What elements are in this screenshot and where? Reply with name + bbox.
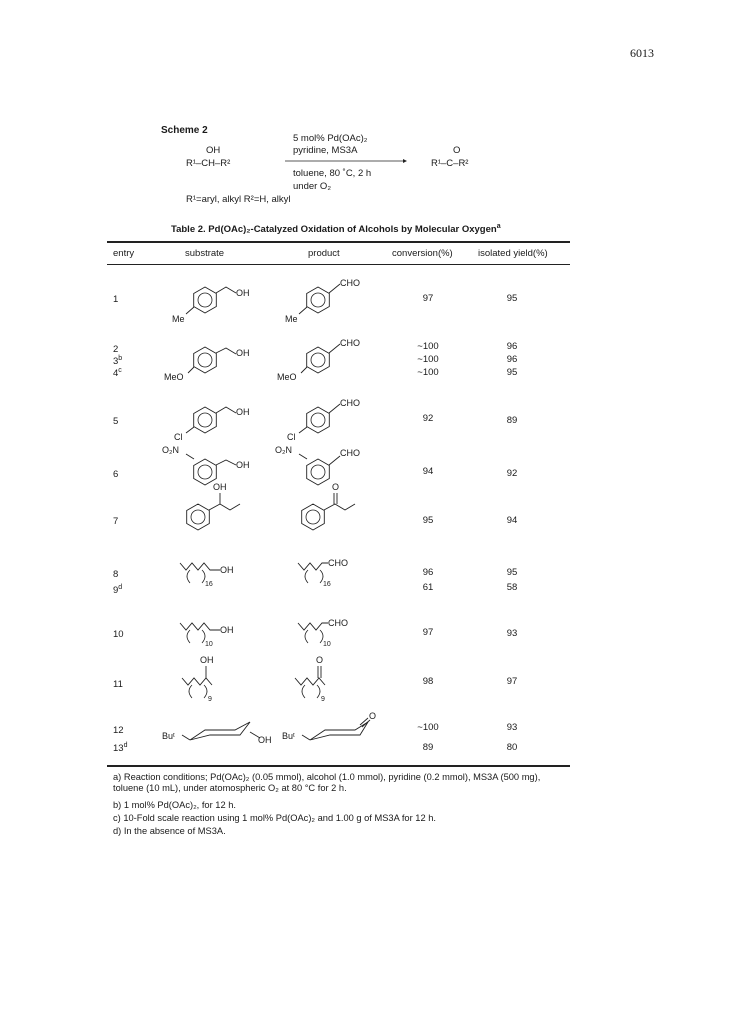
yield-value: 95 bbox=[506, 367, 518, 378]
structure-4-chlorobenzaldehyde bbox=[287, 398, 360, 442]
cho-label: CHO bbox=[328, 558, 348, 568]
conversion-value: 97 bbox=[422, 293, 434, 304]
reaction-arrow bbox=[285, 157, 407, 165]
subscript-10: 10 bbox=[205, 641, 213, 648]
oh-label: OH bbox=[236, 348, 250, 358]
table-title bbox=[171, 223, 501, 235]
bu-label: Buᵗ bbox=[282, 731, 295, 741]
yield-value: 58 bbox=[506, 582, 518, 593]
o-label: O bbox=[369, 711, 377, 721]
entry-mark: b bbox=[118, 355, 123, 362]
condition-line-1: toluene, 80 ˚C, 2 h bbox=[293, 168, 372, 179]
o-label: O bbox=[332, 482, 340, 492]
conversion-value: 89 bbox=[422, 742, 434, 753]
subscript-9: 9 bbox=[321, 696, 325, 703]
condition-line-2: under O₂ bbox=[293, 181, 332, 192]
o2n-label: O₂N bbox=[162, 445, 179, 455]
header-substrate: substrate bbox=[185, 248, 225, 259]
structure-long-chain-alcohol-10 bbox=[180, 623, 234, 648]
page-number: 6013 bbox=[630, 46, 654, 60]
yield-value: 93 bbox=[506, 628, 518, 639]
structure-drawings bbox=[150, 270, 380, 765]
yield-value: 95 bbox=[506, 567, 518, 578]
meo-label: MeO bbox=[164, 372, 184, 382]
cl-label: Cl bbox=[287, 432, 296, 442]
bu-label: Buᵗ bbox=[162, 731, 175, 741]
conversion-value: 96 bbox=[422, 567, 434, 578]
header-product: product bbox=[308, 248, 340, 259]
conversion-value: 95 bbox=[422, 515, 434, 526]
oh-label: OH bbox=[258, 735, 272, 745]
table-title-mark: a bbox=[496, 223, 501, 230]
cl-label: Cl bbox=[174, 432, 183, 442]
entry-6 bbox=[113, 468, 137, 480]
structure-3-nitrobenzyl-alcohol bbox=[162, 445, 250, 485]
yield-value: 89 bbox=[506, 415, 518, 426]
cho-label: CHO bbox=[340, 278, 360, 288]
entry-9 bbox=[113, 584, 137, 596]
entry-10 bbox=[113, 628, 137, 640]
conversion-value: 98 bbox=[422, 676, 434, 687]
yield-value: 97 bbox=[506, 676, 518, 687]
table-bottom-rule bbox=[107, 765, 570, 767]
header-yield: isolated yield(%) bbox=[478, 248, 548, 259]
structure-tert-butylcyclohexanol bbox=[162, 722, 272, 745]
entry-number: 12 bbox=[113, 725, 124, 736]
entry-number: 2 bbox=[113, 344, 119, 355]
entry-7 bbox=[113, 515, 137, 527]
entry-1 bbox=[113, 293, 137, 305]
o2n-label: O₂N bbox=[275, 445, 292, 455]
o-label: O bbox=[316, 655, 324, 665]
entry-13 bbox=[113, 742, 137, 754]
footnote-c: c) 10-Fold scale reaction using 1 mol% Pd(OAc)₂ and 1.00 g of MS3A for 12 h. bbox=[113, 813, 436, 823]
structure-4-methylbenzaldehyde bbox=[285, 278, 360, 324]
cho-label: CHO bbox=[340, 448, 360, 458]
reagent-line-1: 5 mol% Pd(OAc)₂ bbox=[293, 133, 368, 144]
entry-mark: c bbox=[118, 367, 122, 374]
yield-value: 92 bbox=[506, 468, 518, 479]
structure-4-methoxybenzaldehyde bbox=[277, 338, 360, 382]
product-formula: R¹–C–R² bbox=[431, 158, 469, 169]
conversion-value: 94 bbox=[422, 466, 434, 477]
entry-number: 8 bbox=[113, 569, 119, 580]
r-group-definition: R¹=aryl, alkyl R²=H, alkyl bbox=[186, 194, 291, 205]
footnote-d: d) In the absence of MS3A. bbox=[113, 826, 226, 836]
structure-propiophenone bbox=[302, 482, 355, 530]
entry-mark: d bbox=[123, 742, 128, 749]
oh-label: OH bbox=[220, 565, 234, 575]
entry-4 bbox=[113, 367, 137, 379]
yield-value: 93 bbox=[506, 722, 518, 733]
meo-label: MeO bbox=[277, 372, 297, 382]
structure-tert-butylcyclohexanone bbox=[282, 711, 376, 741]
me-label: Me bbox=[172, 314, 185, 324]
oh-label: OH bbox=[236, 288, 250, 298]
entry-number: 10 bbox=[113, 629, 124, 640]
entry-12 bbox=[113, 724, 137, 736]
entry-number: 4 bbox=[113, 368, 119, 379]
subscript-10: 10 bbox=[323, 641, 331, 648]
oh-label: OH bbox=[220, 625, 234, 635]
cho-label: CHO bbox=[328, 618, 348, 628]
structure-long-chain-alcohol-16 bbox=[180, 563, 234, 588]
structure-4-methoxybenzyl-alcohol bbox=[164, 347, 250, 382]
conversion-value: ~100 bbox=[417, 354, 439, 365]
me-label: Me bbox=[285, 314, 298, 324]
oh-label: OH bbox=[236, 460, 250, 470]
oh-label: OH bbox=[236, 407, 250, 417]
entry-2 bbox=[113, 343, 137, 355]
structure-ketone-9 bbox=[295, 655, 325, 703]
subscript-16: 16 bbox=[205, 581, 213, 588]
yield-value: 96 bbox=[506, 341, 518, 352]
footnote-b: b) 1 mol% Pd(OAc)₂, for 12 h. bbox=[113, 800, 236, 810]
entry-number: 6 bbox=[113, 469, 119, 480]
scheme-title: Scheme 2 bbox=[161, 125, 208, 136]
entry-number: 1 bbox=[113, 294, 119, 305]
entry-number: 5 bbox=[113, 416, 119, 427]
reactant-oh-label: OH bbox=[206, 145, 221, 156]
structure-4-methylbenzyl-alcohol bbox=[172, 287, 250, 324]
subscript-9: 9 bbox=[208, 696, 212, 703]
reactant-formula: R¹–CH–R² bbox=[186, 158, 231, 169]
entry-5 bbox=[113, 415, 137, 427]
entry-8 bbox=[113, 568, 137, 580]
entry-number: 9 bbox=[113, 585, 119, 596]
structure-long-chain-aldehyde-16 bbox=[298, 558, 348, 588]
footnote-a: a) Reaction conditions; Pd(OAc)₂ (0.05 mmol), alcohol (1.0 mmol), pyridine (0.2 mmol), MS3A (500 mg), toluene (10 mL), under atomospheric O₂ at 80 °C for 2 h. bbox=[113, 772, 541, 793]
yield-value: 95 bbox=[506, 293, 518, 304]
cho-label: CHO bbox=[340, 338, 360, 348]
table-header-rule bbox=[107, 264, 570, 265]
structure-long-chain-aldehyde-10 bbox=[298, 618, 348, 648]
conversion-value: ~100 bbox=[417, 341, 439, 352]
entry-number: 11 bbox=[113, 679, 123, 690]
table-top-rule bbox=[107, 241, 570, 243]
entry-3 bbox=[113, 355, 137, 367]
conversion-value: 92 bbox=[422, 413, 434, 424]
entry-number: 13 bbox=[113, 743, 124, 754]
header-conversion: conversion(%) bbox=[392, 248, 453, 259]
conversion-value: 61 bbox=[422, 582, 434, 593]
structure-3-nitrobenzaldehyde bbox=[275, 445, 360, 485]
oh-label: OH bbox=[213, 482, 227, 492]
structure-secondary-alcohol-9 bbox=[182, 655, 214, 703]
entry-mark: d bbox=[118, 584, 123, 591]
conversion-value: 97 bbox=[422, 627, 434, 638]
yield-value: 94 bbox=[506, 515, 518, 526]
table-title-text: Table 2. Pd(OAc)₂-Catalyzed Oxidation of Alcohols by Molecular Oxygen bbox=[171, 224, 497, 235]
cho-label: CHO bbox=[340, 398, 360, 408]
yield-value: 96 bbox=[506, 354, 518, 365]
conversion-value: ~100 bbox=[417, 367, 439, 378]
oh-label: OH bbox=[200, 655, 214, 665]
conversion-value: ~100 bbox=[417, 722, 439, 733]
product-oxygen-label: O bbox=[453, 145, 461, 156]
entry-number: 3 bbox=[113, 356, 119, 367]
yield-value: 80 bbox=[506, 742, 518, 753]
structure-1-phenylpropanol bbox=[187, 482, 240, 530]
subscript-16: 16 bbox=[323, 581, 331, 588]
reagent-line-2: pyridine, MS3A bbox=[293, 145, 358, 156]
entry-11 bbox=[113, 678, 137, 690]
entry-number: 7 bbox=[113, 516, 119, 527]
structure-4-chlorobenzyl-alcohol bbox=[174, 407, 250, 442]
header-entry: entry bbox=[113, 248, 135, 259]
